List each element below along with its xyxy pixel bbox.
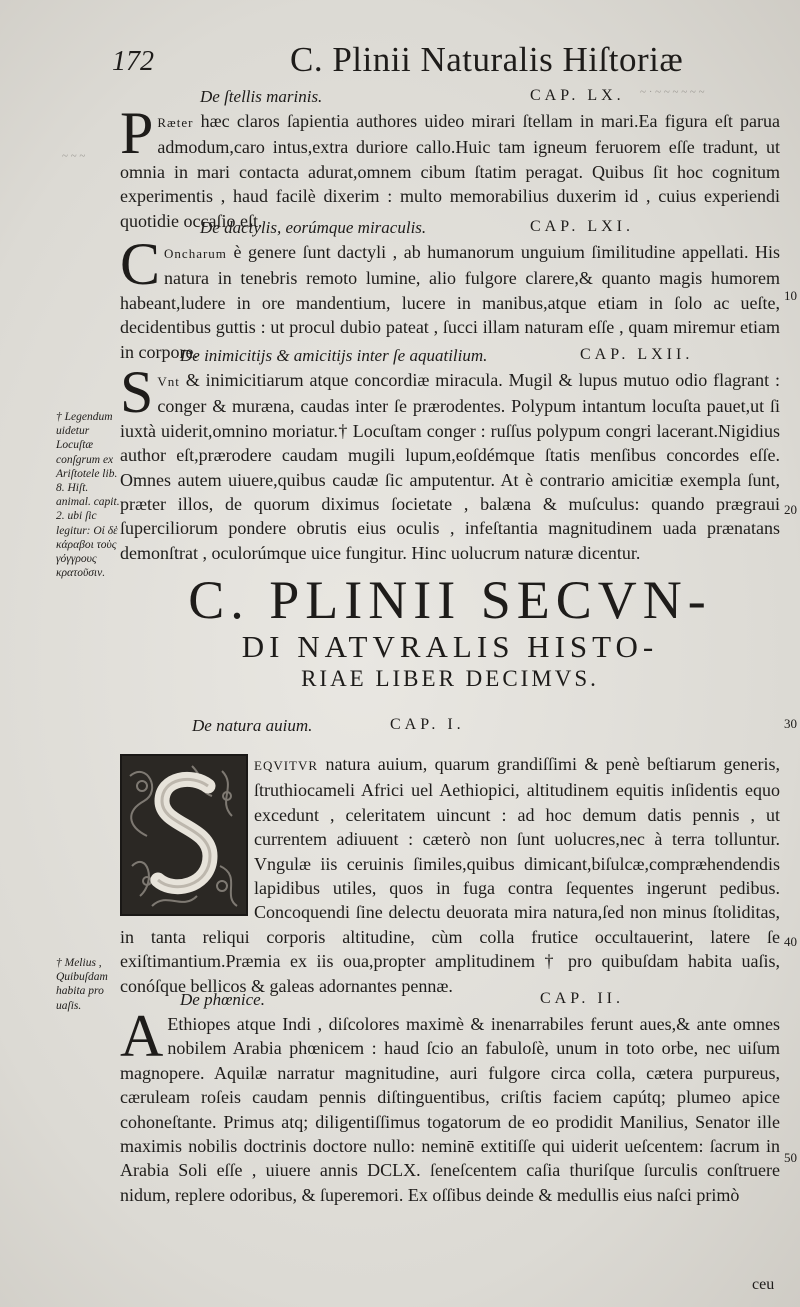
paragraph-body: & inimicitiarum atque concordiæ miracula. Mugil & lupus mutuo odio flagrant : conger & muræna, caudas inter ſe prærodentes. Polypum intantum locuſta pauet,ut ſi iuxtà uiderit,omnino moriatur.† Locuſtam conger : ruſſus polypum congri lacerant.Nigidius author eſt,prærodere caudam mugili lupum,eoſdémque ſtatis menſibus concordes eſſe. Omnes autem uiuere,quibus caudæ ſic amputentur. At è contrario amicitiæ exempla ſunt, præter illos, de quorum diximus ſocietate , balæna & muſculus: quando prægraui ſuperciliorum pondere obrutis eius oculis , infeſtantia magnitudinem uada prænatans demonſtrat , oculorúmque uice fungitur. Hinc uolucrum naturæ dicentur.	[120, 370, 780, 563]
paragraph-body: Ethiopes atque Indi , diſcolores maximè & inenarrabiles ferunt aues,& ante omnes nobilem Arabia phœnicem : haud ſcio an fabuloſè, unum in toto orbe, nec uiſum magnopere. Aquilæ narratur magnitudine, auri fulgore circa colla, cætera purpureus, cæruleam roſeis caudam pennis diſtinguentibus, criſtis faciem capútq; plumeo apice cohoneſtante. Primus atq; diligentiſſimus togatorum de eo prodidit Manilius, Senator ille maximis nobilis doctrinis doctore nullo: neminē extitiſſe qui uiderit ueſcentem: ſacrum in Arabia Soli eſſe , uiuere annis DCLX. ſeneſcentem caſia thuriſque ſurculis conſtruere nidum, replere odoribus, & ſuperemori. Ex oſſibus deinde & medullis eius naſci primò	[120, 1014, 780, 1205]
book-title-line-2: DI NATVRALIS HISTO-	[241, 629, 659, 664]
bleed-through-right: ~ · ~ ~ ~ ~ ~ ~	[640, 86, 705, 98]
drop-cap: C	[120, 231, 161, 297]
running-head	[112, 40, 752, 80]
opening-word: EQVITVR	[254, 758, 319, 773]
line-number: 20	[784, 502, 797, 517]
chapter-number: CAP. LXII.	[580, 346, 694, 363]
chapter-lx	[120, 87, 780, 233]
paragraph-body: è genere ſunt dactyli , ab humanorum unguium ſimilitudine appellati. His natura in tenebris remoto lumine, alio fulgore clarere,& quanto magis humorem habeant,ludere in ore mandentium, lucere in manibus,atque etiam in ſolo ac ueſte, decidentibus guttis : ut procul dubio pateat , ſucci illam naturam eſſe , quam miremur etiam in corpore.	[120, 242, 781, 362]
chapter-title: De dactylis, eorúmque miraculis.	[200, 218, 427, 237]
drop-cap: A	[120, 1003, 164, 1069]
page-title: C. Plinii Naturalis Hiſtoriæ	[290, 40, 684, 79]
drop-cap: S	[120, 359, 154, 425]
chapter-heading	[120, 87, 780, 109]
chapter-text	[120, 752, 780, 998]
chapter-title: De phœnice.	[180, 990, 265, 1009]
chapter-heading	[120, 346, 780, 368]
chapter-number: CAP. I.	[390, 716, 465, 733]
line-number: 50	[784, 1150, 797, 1165]
opening-word: Ræter	[157, 115, 194, 130]
chapter-title: De ſtellis marinis.	[200, 87, 323, 106]
chapter-text	[120, 100, 781, 233]
chapter-lxii	[120, 346, 780, 565]
book-title-line-3: RIAE LIBER DECIMVS.	[301, 666, 599, 691]
margin-note-2: † Melius , Quibuſdam habita pro uaſis.	[56, 957, 108, 1012]
book-title	[120, 570, 780, 694]
line-number: 40	[784, 934, 797, 949]
book10-chapter-ii	[120, 990, 780, 1207]
paragraph-body: natura auium, quarum grandiſſimi & penè beſtiarum generis, ſtruthiocameli Africi uel Aethiopici, altitudinem equitis inſidentis equo excedunt , celeritatem uincunt : ad hoc demum datis pennis , ut currentem adiuuent : cæterò non ſunt uolucres,nec à terra tolluntur. Vngulæ iis ceruinis ſimiles,quibus dimicant,biſulcæ,compræhendendis lapidibus utiles, quos in fuga contra ſequentes ingerunt pedibus. Concoquendi ſine delectu deuorata mira natura,ſed non minus ſtoliditas, in tanta reliqui corporis altitudine, cùm colla frutice occultauerint, latere ſe exiſtimantium.Præmia ex iis oua,propter amplitudinem † pro quibuſdam habita uaſis, conóſque bellicos & galeas adornantes pennæ.	[120, 754, 781, 996]
chapter-heading	[120, 218, 780, 240]
chapter-number: CAP. LXI.	[530, 218, 635, 235]
margin-note-1: † Legendum uidetur Locuſtæ conſgrum ex Ariſtotele lib. 8. Hiſt. animal. capit. 2. ubi ſic legitur: Οἱ δὲ κάραβοι τοὺς γόγγρους κρατοῦσιν.	[56, 411, 120, 580]
book10-chapter-i	[120, 716, 780, 998]
line-number: 30	[784, 716, 797, 731]
chapter-text	[120, 1003, 780, 1207]
chapter-heading	[120, 990, 780, 1012]
woodcut-initial-s-icon	[120, 754, 248, 916]
opening-word: Vnt	[157, 374, 180, 389]
opening-word: Oncharum	[164, 246, 227, 261]
chapter-heading	[120, 716, 780, 738]
chapter-title: De inimicitijs & amicitijs inter ſe aquatilium.	[180, 346, 488, 365]
bleed-through-left: ~ ~ ~	[62, 150, 86, 162]
chapter-number: CAP. II.	[540, 990, 625, 1007]
chapter-number: CAP. LX.	[530, 87, 625, 104]
chapter-lxi	[120, 218, 780, 364]
paragraph-body: hæc claros ſapientia authores uideo mirari ſtellam in mari.Ea figura eſt parua admodum,caro intus,extra duriore callo.Huic tam igneum feruorem eſſe tradunt, ut omnia in mari contacta adurat,omnem cibum ſtatim peragat. Quibus ſit hoc cognitum experimentis , haud facilè dixerim : multo memorabilius duxerim id , cuius experiendi quotidie occaſio eſt.	[120, 111, 781, 231]
line-number: 10	[784, 288, 797, 303]
book-title-line-1: C. PLINII SECVN-	[188, 570, 712, 630]
drop-cap: P	[120, 100, 154, 166]
catchword: ceu	[752, 1276, 775, 1293]
chapter-title: De natura auium.	[192, 716, 313, 735]
page-number: 172	[112, 46, 154, 77]
chapter-text	[120, 359, 780, 565]
